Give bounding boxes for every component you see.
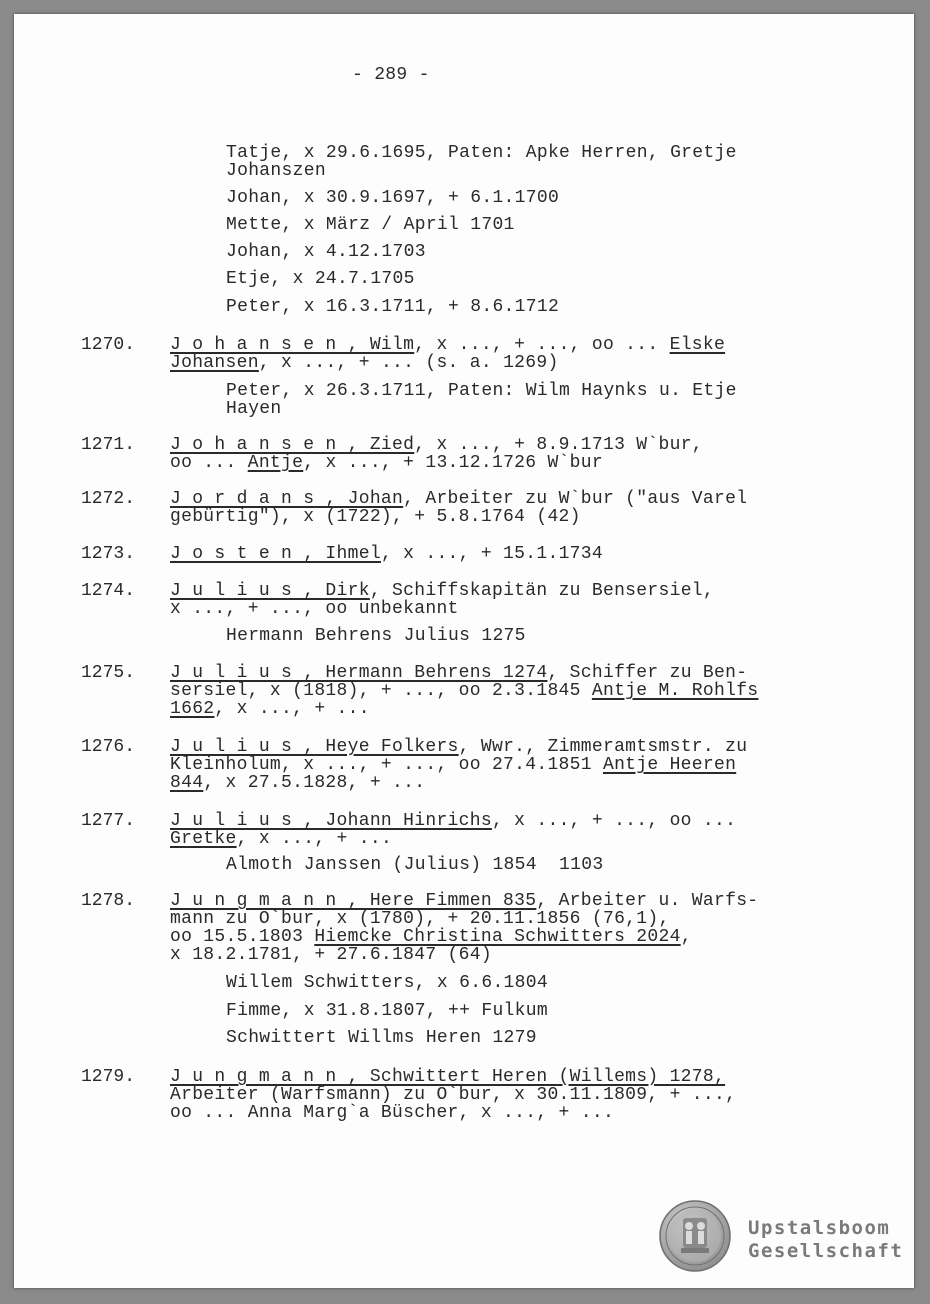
entry-text: , Arbeiter zu W`bur ("aus Varel xyxy=(403,489,748,509)
entry-line xyxy=(170,1068,725,1086)
entry-name: J o h a n s e n , Zied xyxy=(170,435,415,455)
child-line: Hermann Behrens Julius 1275 xyxy=(226,626,526,646)
entry-name: J u l i u s , Heye Folkers xyxy=(170,737,459,757)
entry-number: 1279. xyxy=(81,1067,136,1087)
entry-line xyxy=(170,682,758,700)
list-item: Johanszen xyxy=(226,161,326,181)
entry-line xyxy=(170,928,692,946)
entry-line: Arbeiter (Warfsmann) zu O`bur, x 30.11.1809, + ..., xyxy=(170,1085,737,1105)
entry-text: , Wwr., Zimmeramtsmstr. zu xyxy=(458,737,748,757)
entry-line xyxy=(170,454,603,472)
entry-number: 1271. xyxy=(81,435,136,455)
child-line: Fimme, x 31.8.1807, ++ Fulkum xyxy=(226,1001,548,1021)
list-item: Peter, x 16.3.1711, + 8.6.1712 xyxy=(226,297,560,317)
logo-line-2: Gesellschaft xyxy=(748,1240,904,1262)
entry-line: x ..., + ..., oo unbekannt xyxy=(170,599,459,619)
entry-line xyxy=(170,756,736,774)
list-item: Mette, x März / April 1701 xyxy=(226,215,515,235)
entry-line xyxy=(170,545,603,563)
entry-name: J u l i u s , Hermann Behrens 1274 xyxy=(170,663,548,683)
entry-number: 1272. xyxy=(81,489,136,509)
entry-text: , x ..., + 13.12.1726 W`bur xyxy=(303,453,603,473)
entry-text: , x ..., + ... xyxy=(236,829,393,849)
entry-line xyxy=(170,812,736,830)
entry-name: J o s t e n , Ihmel xyxy=(170,544,381,564)
upstalsboom-seal-icon xyxy=(659,1200,731,1272)
child-line: Schwittert Willms Heren 1279 xyxy=(226,1028,537,1048)
entry-name: J u n g m a n n , Schwittert Heren (Willems) 1278, xyxy=(170,1067,726,1087)
entry-line: x 18.2.1781, + 27.6.1847 (64) xyxy=(170,945,492,965)
list-item: Johan, x 30.9.1697, + 6.1.1700 xyxy=(226,188,560,208)
entry-number: 1274. xyxy=(81,581,136,601)
entry-line xyxy=(170,738,747,756)
entry-name: J u l i u s , Johann Hinrichs xyxy=(170,811,492,831)
child-line: Peter, x 26.3.1711, Paten: Wilm Haynks u. Etje xyxy=(226,381,737,401)
entry-number: 1275. xyxy=(81,663,136,683)
entry-text: oo ... xyxy=(170,453,248,473)
entry-text: , x ..., + 8.9.1713 W`bur, xyxy=(414,435,703,455)
list-item: Tatje, x 29.6.1695, Paten: Apke Herren, Gretje xyxy=(226,143,737,163)
entry-text: , x ..., + ... xyxy=(214,699,370,719)
entry-text: , x ..., + 15.1.1734 xyxy=(380,544,603,564)
society-logo-text xyxy=(748,1217,903,1263)
entry-text: , xyxy=(680,927,692,947)
list-item: Johan, x 4.12.1703 xyxy=(226,242,426,262)
spouse-name: Antje Heeren xyxy=(602,755,737,775)
entry-line xyxy=(170,436,703,454)
spouse-name: 844 xyxy=(170,773,204,793)
spouse-name: 1662 xyxy=(170,699,215,719)
entry-line xyxy=(170,336,725,354)
entry-line xyxy=(170,664,747,682)
entry-text: , x 27.5.1828, + ... xyxy=(203,773,426,793)
child-line: Almoth Janssen (Julius) 1854 1103 xyxy=(226,855,604,875)
spouse-name: Antje xyxy=(247,453,304,473)
spouse-name: Elske xyxy=(669,335,726,355)
page-number: - 289 - xyxy=(352,65,430,85)
entry-line xyxy=(170,490,747,508)
entry-name: J o h a n s e n , Wilm xyxy=(170,335,415,355)
entry-text: , x ..., + ..., oo ... xyxy=(414,335,670,355)
entry-number: 1273. xyxy=(81,544,136,564)
entry-number: 1277. xyxy=(81,811,136,831)
entry-text: oo 15.5.1803 xyxy=(170,927,315,947)
logo-line-1: Upstalsboom xyxy=(748,1217,891,1239)
spouse-name: Gretke xyxy=(170,829,237,849)
entry-text: sersiel, x (1818), + ..., oo 2.3.1845 xyxy=(170,681,592,701)
entry-line: mann zu O`bur, x (1780), + 20.11.1856 (76,1), xyxy=(170,909,670,929)
entry-line xyxy=(170,774,425,792)
entry-line xyxy=(170,830,392,848)
child-line: Willem Schwitters, x 6.6.1804 xyxy=(226,973,548,993)
entry-line: gebürtig"), x (1722), + 5.8.1764 (42) xyxy=(170,507,581,527)
entry-text: Kleinholum, x ..., + ..., oo 27.4.1851 xyxy=(170,755,603,775)
spouse-name: Hiemcke Christina Schwitters 2024 xyxy=(314,927,681,947)
entry-text: , x ..., + ..., oo ... xyxy=(491,811,737,831)
entry-text: , Schiffer zu Ben- xyxy=(547,663,748,683)
entry-text: , x ..., + ... (s. a. 1269) xyxy=(258,353,559,373)
entry-name: J u l i u s , Dirk xyxy=(170,581,370,601)
entry-line xyxy=(170,582,714,600)
entry-number: 1276. xyxy=(81,737,136,757)
list-item: Etje, x 24.7.1705 xyxy=(226,269,415,289)
entry-line xyxy=(170,354,559,372)
spouse-name: Johansen xyxy=(170,353,259,373)
entry-line: oo ... Anna Marg`a Büscher, x ..., + ... xyxy=(170,1103,615,1123)
document-page xyxy=(14,14,914,1288)
entry-line xyxy=(170,892,758,910)
entry-number: 1278. xyxy=(81,891,136,911)
entry-text: , Schiffskapitän zu Bensersiel, xyxy=(369,581,714,601)
entry-number: 1270. xyxy=(81,335,136,355)
spouse-name: Antje M. Rohlfs xyxy=(591,681,759,701)
child-line: Hayen xyxy=(226,399,282,419)
entry-name: J o r d a n s , Johan xyxy=(170,489,404,509)
entry-name: J u n g m a n n , Here Fimmen 835 xyxy=(170,891,537,911)
entry-line xyxy=(170,700,370,718)
entry-text: , Arbeiter u. Warfs- xyxy=(536,891,759,911)
